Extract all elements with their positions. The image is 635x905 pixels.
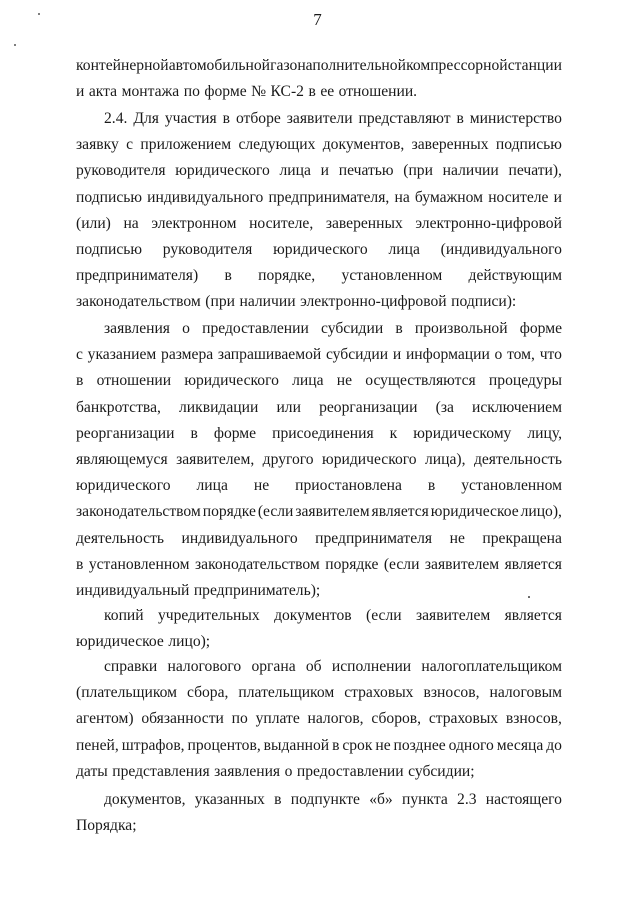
word: пеней, — [76, 736, 119, 754]
word: подписью — [495, 136, 562, 154]
word: об — [305, 658, 322, 675]
word: или — [276, 398, 301, 416]
text-line — [76, 447, 562, 473]
text-line — [76, 289, 562, 315]
text-line — [76, 654, 562, 680]
word: исключением — [472, 398, 562, 416]
word: даты — [76, 762, 108, 780]
word: в — [274, 791, 282, 808]
word: в — [76, 372, 84, 390]
word: лицо); — [168, 633, 211, 651]
word: агентом) — [76, 710, 134, 728]
word: бумажном — [414, 188, 484, 206]
word: заявления — [104, 320, 170, 337]
word: на — [123, 214, 139, 232]
word: в — [332, 736, 340, 754]
word: форме — [519, 320, 562, 337]
word: индивидуальный — [76, 581, 190, 599]
word: позднее — [393, 736, 446, 754]
text-line — [76, 680, 562, 706]
word: заявителем — [415, 607, 491, 624]
word: по — [231, 710, 248, 728]
text-line — [76, 53, 562, 79]
text-line — [76, 79, 562, 105]
word: плательщиком — [238, 684, 335, 702]
word: 2.3 — [457, 791, 477, 808]
word: по — [183, 83, 200, 101]
word: носителе, — [249, 214, 314, 232]
word: присоединения — [272, 424, 374, 442]
word: газонаполнительной — [270, 57, 406, 74]
text-line — [76, 185, 562, 211]
word: (или) — [76, 214, 111, 232]
word: приложением — [140, 136, 232, 154]
word: и — [320, 162, 329, 180]
word: (за — [435, 398, 454, 416]
text-line — [76, 499, 562, 525]
word: юридическое — [430, 503, 519, 521]
word: монтажа — [121, 83, 180, 101]
word: не — [375, 736, 391, 754]
word: носителе — [488, 188, 549, 206]
word: что — [539, 346, 562, 364]
word: осуществляются — [365, 372, 476, 390]
word: печатью — [338, 162, 394, 180]
word: том, — [507, 346, 535, 364]
word: юридического — [322, 450, 417, 468]
word: выданной — [263, 736, 330, 754]
text-line — [76, 787, 562, 813]
word: порядке, — [258, 267, 316, 285]
word: заявителем — [424, 555, 500, 573]
word: станции — [507, 57, 562, 74]
word: заявку — [76, 136, 119, 154]
word: субсидии; — [408, 762, 475, 780]
word: процентов, — [187, 736, 261, 754]
word: форме — [204, 83, 247, 101]
word: (при — [403, 162, 433, 180]
word: являющемуся — [76, 450, 168, 468]
text-line — [76, 578, 562, 604]
word: заявители — [286, 110, 353, 127]
word: документов, — [104, 791, 186, 808]
word: заверенных — [325, 214, 403, 232]
word: (индивидуального — [440, 240, 562, 258]
word: взносов, — [423, 684, 480, 702]
text-line — [76, 237, 562, 263]
word: налогов, — [307, 710, 364, 728]
word: учредительных — [158, 607, 260, 624]
word: юридическое — [76, 633, 164, 651]
word: законодательством — [76, 293, 201, 311]
word: (при — [205, 293, 235, 311]
page-number: 7 — [313, 10, 322, 29]
word: министерство — [469, 110, 562, 127]
word: (если — [383, 555, 420, 573]
text-line — [76, 158, 562, 184]
text-line — [76, 211, 562, 237]
text-line — [76, 263, 562, 289]
word: настоящего — [485, 791, 562, 808]
word: заявителем — [295, 503, 370, 521]
word: срок — [342, 736, 373, 754]
word: предоставлении — [202, 320, 309, 337]
word: сбора, — [186, 684, 229, 702]
word: в — [224, 267, 232, 285]
word: сборов, — [371, 710, 422, 728]
word: электронно-цифровой — [415, 214, 562, 232]
word: приостановлена — [295, 477, 402, 495]
word: не — [253, 477, 270, 495]
word: акта — [88, 83, 118, 101]
word: взносов, — [505, 710, 562, 728]
text-line — [76, 473, 562, 499]
scan-speck — [38, 13, 40, 15]
word: отношении — [96, 372, 172, 390]
word: налогового — [167, 658, 242, 675]
word: реорганизации — [76, 424, 175, 442]
word: действующим — [468, 267, 562, 285]
word: до — [546, 736, 562, 754]
word: копий — [104, 607, 144, 624]
word: с — [126, 136, 134, 154]
word: лица — [292, 372, 324, 390]
word: реорганизации — [319, 398, 418, 416]
word: к — [389, 424, 398, 442]
word: печати), — [508, 162, 562, 180]
word: документов, — [322, 136, 405, 154]
word: в — [395, 320, 403, 337]
word: представления — [112, 762, 210, 780]
word: является — [504, 607, 562, 624]
text-line — [76, 603, 562, 629]
word: компрессорной — [406, 57, 508, 74]
word: указанных — [194, 791, 265, 808]
word: Порядка; — [76, 817, 137, 835]
word: представляют — [358, 110, 451, 127]
word: лица), — [425, 450, 466, 468]
word: страховых — [344, 684, 414, 702]
text-line — [76, 368, 562, 394]
paragraph-tax-certificate-item — [76, 654, 562, 785]
word: является — [504, 555, 562, 573]
word: (если — [257, 503, 294, 521]
word: электронно-цифровой — [300, 293, 447, 311]
word: штрафов, — [121, 736, 185, 754]
word: прекращена — [482, 529, 562, 547]
paragraph-documents-item — [76, 787, 562, 839]
text-line — [76, 421, 562, 447]
word: запрашиваемой — [217, 346, 322, 364]
word: (плательщиком — [76, 684, 177, 702]
word: месяца — [496, 736, 544, 754]
word: юридического — [76, 477, 171, 495]
word: лица — [196, 477, 228, 495]
word: автомобильной — [168, 57, 271, 74]
text-line — [76, 395, 562, 421]
word: и — [553, 188, 562, 206]
word: юридического — [184, 372, 279, 390]
text-line — [76, 106, 562, 132]
word: о — [494, 346, 503, 364]
word: в — [427, 477, 436, 495]
text-line — [76, 552, 562, 578]
word: уплате — [255, 710, 300, 728]
word: документов — [274, 607, 352, 624]
scan-speck — [14, 44, 16, 46]
word: Для — [133, 110, 159, 127]
word: отборе — [235, 110, 281, 127]
word: лица — [388, 240, 420, 258]
word: указанием — [87, 346, 157, 364]
word: пункта — [401, 791, 448, 808]
word: законодательством — [76, 503, 201, 521]
word: в — [76, 555, 84, 573]
text-line — [76, 316, 562, 342]
word: ее — [320, 83, 335, 101]
word: руководителя — [162, 240, 253, 258]
word: наличии — [239, 293, 296, 311]
word: размера — [161, 346, 214, 364]
word: индивидуального — [181, 529, 298, 547]
text-line — [76, 813, 562, 839]
word: законодательством — [195, 555, 320, 573]
word: в — [456, 110, 464, 127]
paragraph-application-item — [76, 316, 562, 604]
text-line — [76, 629, 562, 655]
word: и — [392, 346, 402, 364]
text-line — [76, 759, 562, 785]
paragraph-charter-copies-item — [76, 603, 562, 655]
word: установленном — [461, 477, 562, 495]
word: предпринимателя) — [76, 267, 199, 285]
text-line — [76, 526, 562, 552]
word: юридического — [273, 240, 368, 258]
word: обязанности — [141, 710, 224, 728]
word: информации — [405, 346, 490, 364]
word: следующих — [238, 136, 316, 154]
word: субсидии — [325, 346, 389, 364]
word: порядке — [202, 503, 256, 521]
word: юридического — [175, 162, 270, 180]
word: руководителя — [76, 162, 166, 180]
word: другого — [262, 450, 314, 468]
word: налогоплательщиком — [421, 658, 562, 675]
word: предпринимателя, — [268, 188, 390, 206]
word: произвольной — [414, 320, 508, 337]
paragraph-continuation — [76, 53, 562, 105]
word: на — [394, 188, 410, 206]
word: форме — [213, 424, 257, 442]
text-line — [76, 132, 562, 158]
word: предоставлении — [296, 762, 404, 780]
word: лица — [279, 162, 311, 180]
word: подписью — [76, 240, 142, 258]
word: банкротства, — [76, 398, 161, 416]
word: подписью — [76, 188, 142, 206]
word: № — [251, 83, 267, 101]
word: деятельность — [473, 450, 562, 468]
word: лицу, — [527, 424, 562, 442]
word: органа — [251, 658, 296, 675]
word: справки — [104, 658, 158, 675]
word: в — [308, 83, 316, 101]
word: установленном — [88, 555, 190, 573]
word: о — [182, 320, 190, 337]
word: контейнерной — [76, 57, 169, 74]
word: деятельность — [76, 529, 165, 547]
word: предпринимателя — [315, 529, 433, 547]
word: индивидуального — [147, 188, 264, 206]
word: 2.4. — [104, 110, 128, 127]
word: субсидии — [321, 320, 384, 337]
word: отношении. — [338, 83, 418, 101]
paragraph-clause-2-4 — [76, 106, 562, 316]
word: налоговым — [489, 684, 562, 702]
word: не — [336, 372, 353, 390]
text-line — [76, 342, 562, 368]
word: электронном — [151, 214, 237, 232]
word: заверенных — [411, 136, 489, 154]
word: одного — [448, 736, 494, 754]
word: процедуры — [488, 372, 562, 390]
word: лицо), — [520, 503, 562, 521]
word: наличии — [442, 162, 499, 180]
word: является — [371, 503, 429, 521]
word: ликвидации — [179, 398, 259, 416]
word: подпункте — [290, 791, 360, 808]
word: «б» — [369, 791, 393, 808]
word: в — [190, 424, 198, 442]
word: с — [76, 346, 83, 364]
word: в — [222, 110, 230, 127]
word: исполнении — [331, 658, 412, 675]
word: предприниматель); — [193, 581, 321, 599]
word: КС-2 — [270, 83, 304, 101]
word: заявления — [214, 762, 281, 780]
word: участия — [164, 110, 217, 127]
word: установленном — [341, 267, 443, 285]
word: и — [76, 83, 85, 101]
word: страховых — [428, 710, 499, 728]
text-line — [76, 733, 562, 759]
word: заявителем, — [176, 450, 255, 468]
word: (если — [366, 607, 402, 624]
word: юридическому — [413, 424, 512, 442]
word: о — [284, 762, 293, 780]
text-line — [76, 706, 562, 732]
word: не — [449, 529, 465, 547]
word: подписи): — [451, 293, 517, 311]
word: порядке — [325, 555, 379, 573]
